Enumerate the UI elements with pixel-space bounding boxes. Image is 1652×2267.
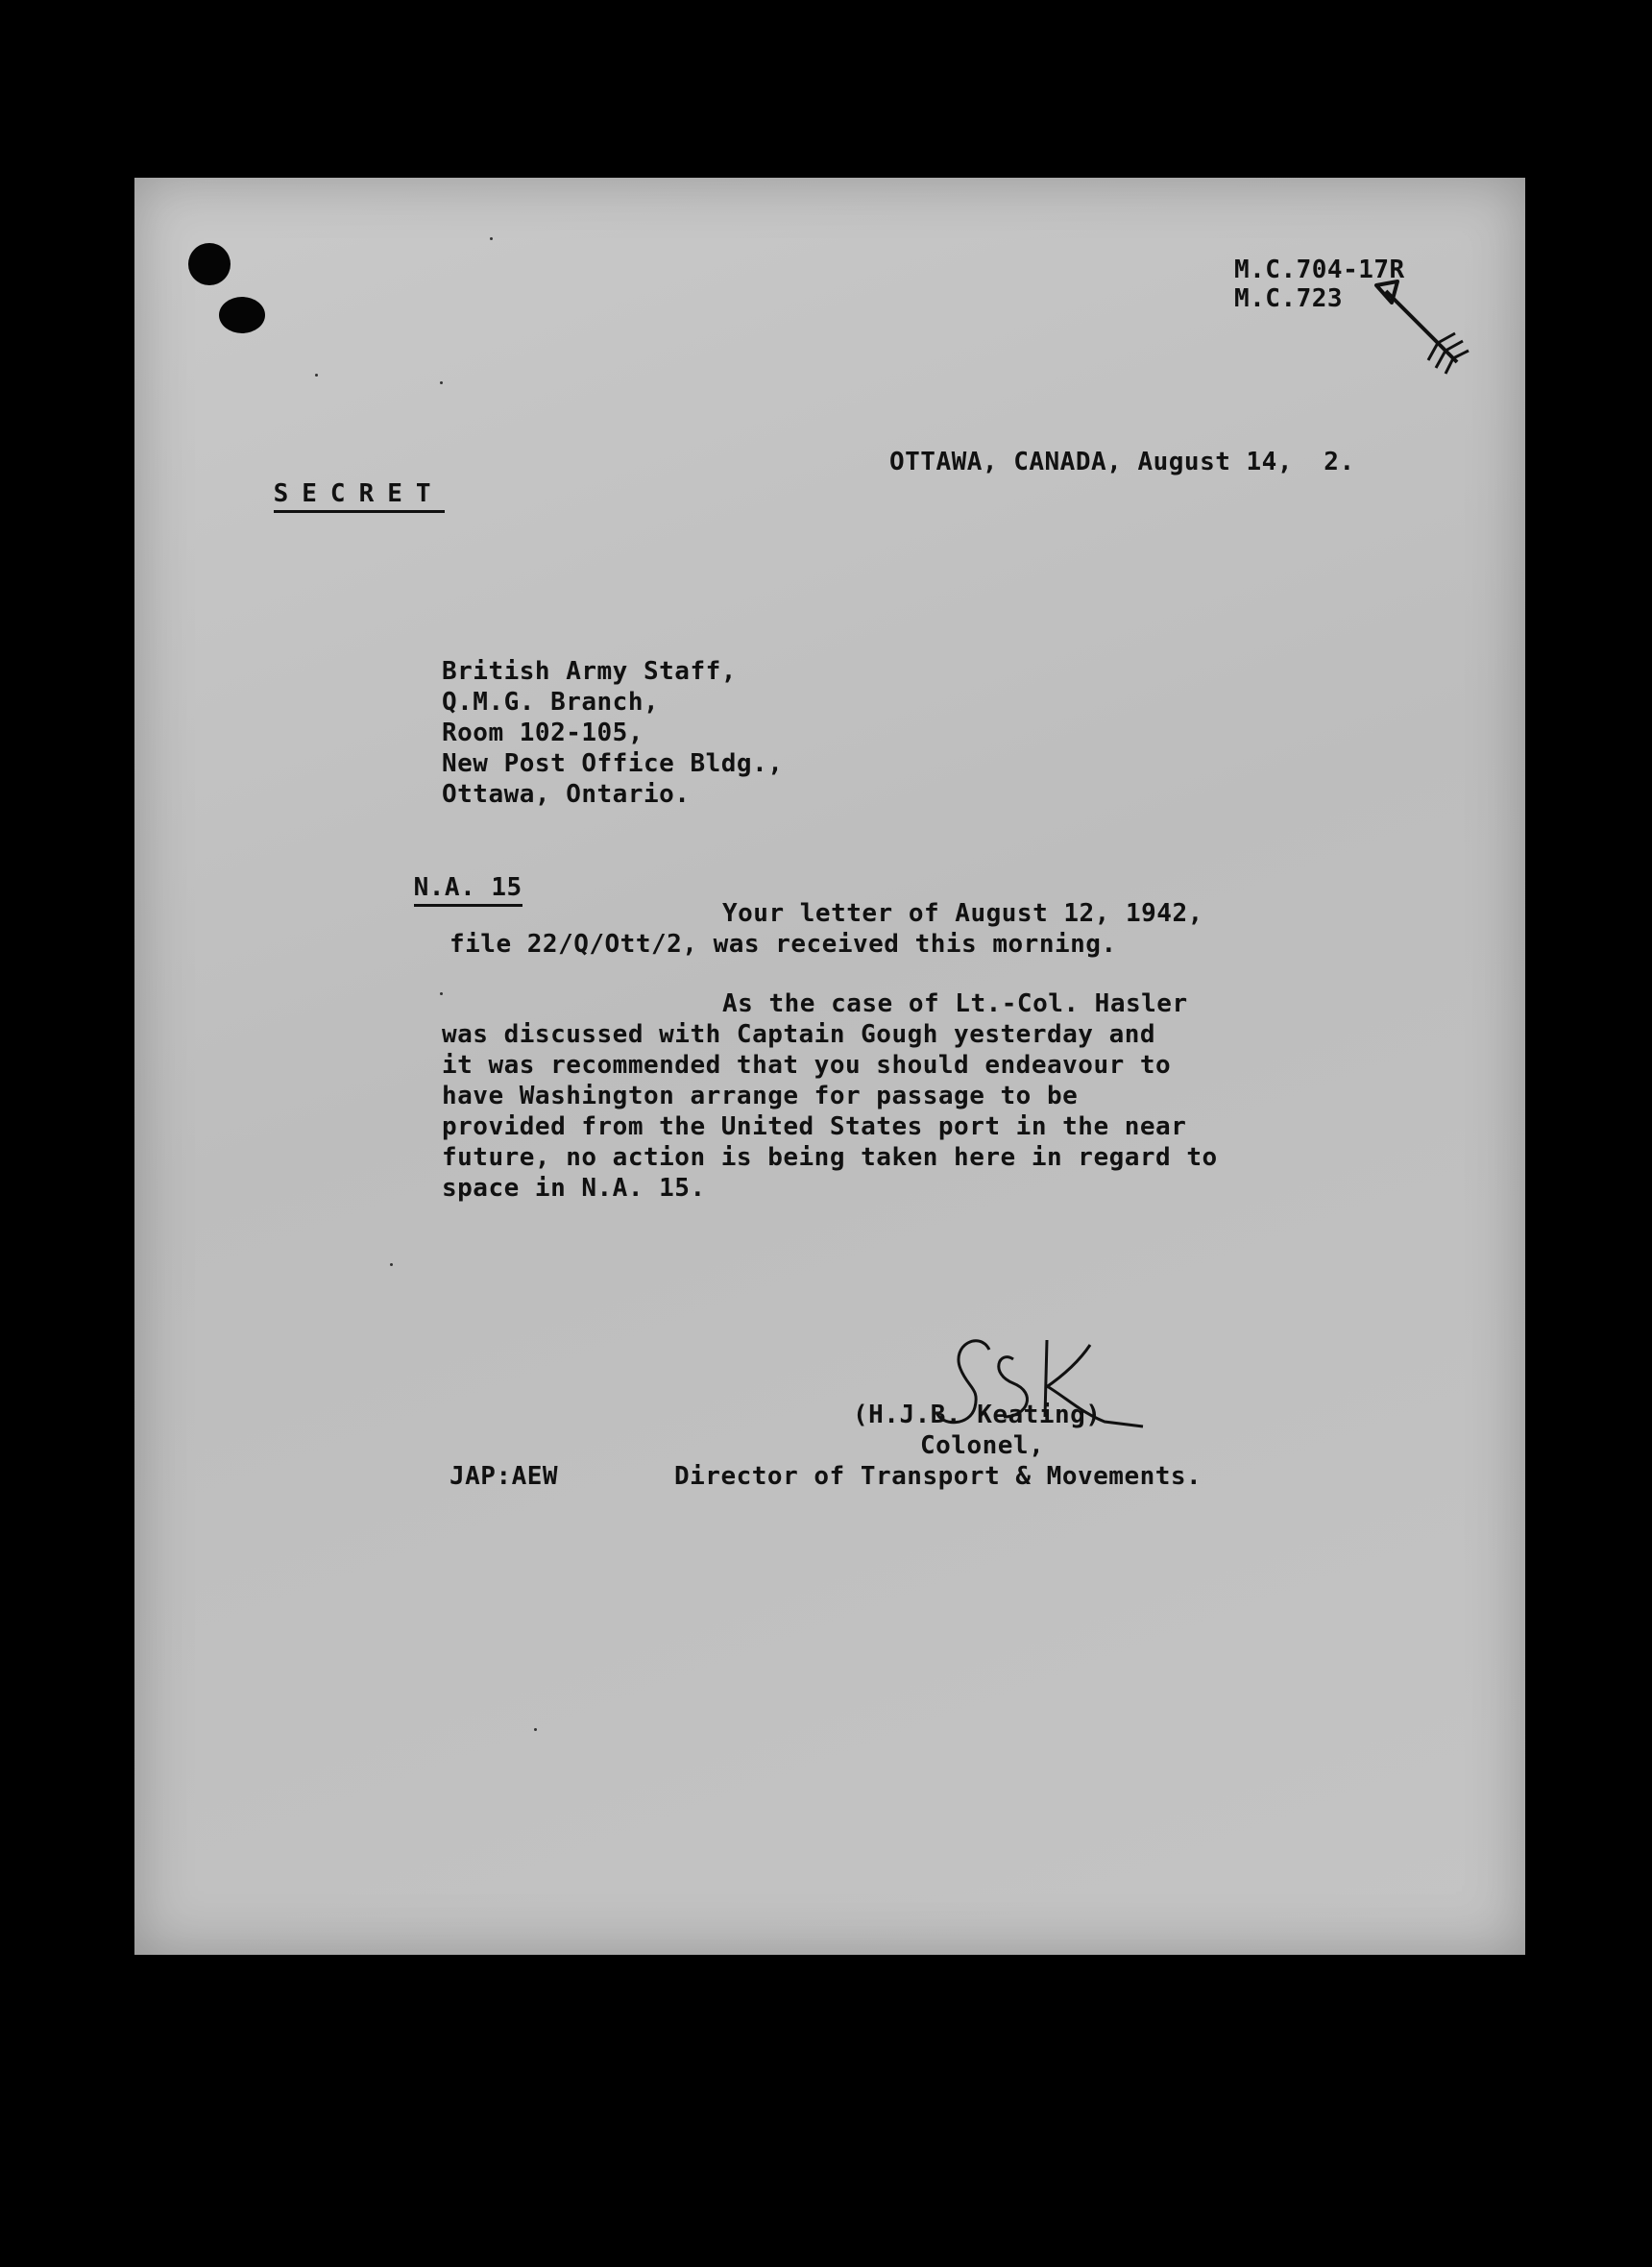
paragraph-2-line: was discussed with Captain Gough yesterday and (442, 1020, 1156, 1049)
signatory-rank: Colonel, (920, 1431, 1045, 1460)
file-ref-2: M.C.723 (1234, 284, 1344, 313)
addressee-line: New Post Office Bldg., (442, 749, 784, 778)
addressee-line: Ottawa, Ontario. (442, 780, 691, 809)
typist-reference: JAP:AEW (449, 1462, 559, 1491)
paragraph-2-line: space in N.A. 15. (442, 1174, 706, 1203)
paragraph-2-line: provided from the United States port in the near (442, 1112, 1187, 1141)
punch-hole-top (188, 243, 231, 285)
speck (440, 381, 443, 384)
addressee-line: Room 102-105, (442, 719, 644, 747)
speck (390, 1263, 393, 1266)
paragraph-2-line: have Washington arrange for passage to be (442, 1082, 1079, 1110)
signatory-name: (H.J.B. Keating) (853, 1401, 1102, 1429)
addressee-line: British Army Staff, (442, 657, 737, 686)
reference-heading (352, 841, 522, 936)
classification-heading (211, 447, 445, 542)
speck (534, 1728, 537, 1731)
paragraph-2-line: As the case of Lt.-Col. Hasler (722, 989, 1188, 1018)
speck (490, 237, 493, 240)
speck (440, 992, 443, 995)
paragraph-1-line: Your letter of August 12, 1942, (722, 899, 1203, 928)
file-ref-1: M.C.704-17R (1234, 256, 1405, 284)
signatory-title: Director of Transport & Movements. (674, 1462, 1203, 1491)
reference-text: N.A. 15 (414, 873, 522, 907)
paragraph-2-line: future, no action is being taken here in regard to (442, 1143, 1218, 1172)
dateline: OTTAWA, CANADA, August 14, 2. (889, 448, 1355, 476)
letter-page (134, 178, 1525, 1955)
arrow-mark-icon (1369, 274, 1474, 379)
addressee-line: Q.M.G. Branch, (442, 688, 660, 717)
paragraph-1-line: file 22/Q/Ott/2, was received this morning. (449, 930, 1117, 959)
punch-hole-bottom (219, 297, 265, 333)
speck (315, 374, 318, 377)
paragraph-2-line: it was recommended that you should endeavour to (442, 1051, 1172, 1080)
classification-text: SECRET (274, 479, 445, 513)
